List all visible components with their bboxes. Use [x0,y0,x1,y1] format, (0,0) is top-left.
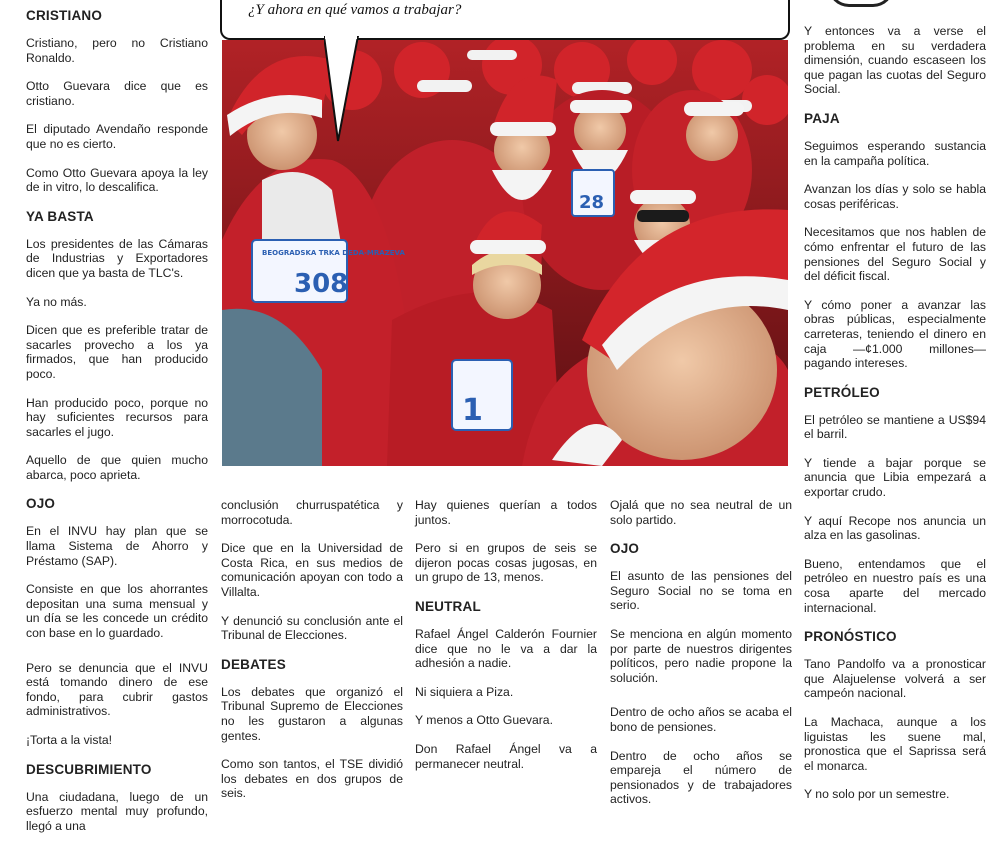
paragraph: Como Otto Guevara apoya la ley de in vitro, lo descalifica. [26,165,208,195]
speech-bubble [220,0,790,40]
paragraph: Necesitamos que nos hablen de cómo enfrentar el futuro de las pensiones del Seguro Social y del déficit fiscal. [804,225,986,284]
bib-number: 28 [579,192,605,213]
section-heading: OJO [26,496,56,512]
column-2 [221,498,403,815]
paragraph: Hay quienes querían a todos juntos. [415,498,597,527]
paragraph: Los debates que organizó el Tribunal Supremo de Elecciones no les gustaron a algunas gentes. [221,684,403,743]
paragraph: El petróleo se mantiene a US$94 el barril. [804,412,986,442]
section-heading: PRONÓSTICO [804,629,897,645]
paragraph: Rafael Ángel Calderón Fournier dice que no le va a dar la adhesión a nadie. [415,626,597,671]
paragraph: Don Rafael Ángel va a permanecer neutral. [415,741,597,771]
speech-bubble-tail [324,36,374,146]
paragraph: Dice que en la Universidad de Costa Rica, en sus medios de comunicación apoyan con todo a Villalta. [221,541,403,599]
paragraph: Y menos a Otto Guevara. [415,713,553,728]
paragraph: El asunto de las pensiones del Seguro Social no se toma en serio. [610,569,792,613]
santa-crowd-photo [222,40,788,466]
paragraph: Ojalá que no sea neutral de un solo partido. [610,498,792,527]
paragraph: Tano Pandolfo va a pronosticar que Alajuelense volverá a ser campeón nacional. [804,657,986,701]
paragraph: El diputado Avendaño responde que no es cierto. [26,122,208,151]
paragraph: Se menciona en algún momento por parte de nuestros dirigentes políticos, pero nadie propone la solución. [610,626,792,685]
section-heading: PAJA [804,110,840,126]
photo-illustration [222,40,788,466]
paragraph: Bueno, entendamos que el petróleo en nuestro país es una cosa aparte del mercado internacional. [804,556,986,615]
paragraph: Y cómo poner a avanzar las obras públicas, especialmente carreteras, teniendo el dinero en caja —¢1.000 millones— pagando intereses. [804,297,986,371]
paragraph: Aquello de que quien mucho abarca, poco aprieta. [26,453,208,482]
section-heading: CRISTIANO [26,8,103,23]
paragraph: En el INVU hay plan que se llama Sistema de Ahorro y Préstamo (SAP). [26,524,208,568]
paragraph: Una ciudadana, luego de un esfuerzo mental muy profundo, llegó a una [26,789,208,833]
column-4 [610,498,792,821]
decorative-arc [828,0,894,7]
paragraph: Ya no más. [26,294,87,309]
paragraph: La Machaca, aunque a los liguistas les suene mal, pronostica que el Saprissa será el monarca. [804,715,986,773]
paragraph: Y denunció su conclusión ante el Tribunal de Elecciones. [221,613,403,643]
bib-number: 308 [294,269,349,299]
section-heading: OJO [610,541,640,557]
paragraph: Cristiano, pero no Cristiano Ronaldo. [26,36,208,65]
paragraph: ¡Torta a la vista! [26,733,113,747]
paragraph: Y aquí Recope nos anuncia un alza en las gasolinas. [804,513,986,543]
paragraph: conclusión churruspatética y morrocotuda. [221,498,403,527]
column-3 [415,498,597,785]
paragraph: Ni siquiera a Piza. [415,684,514,699]
section-heading: DESCUBRIMIENTO [26,761,152,777]
column-1 [26,8,208,847]
section-heading: NEUTRAL [415,598,481,614]
paragraph: Y tiende a bajar porque se anuncia que Libia empezará a exportar crudo. [804,455,986,500]
paragraph: Los presidentes de las Cámaras de Industrias y Exportadores dicen que ya basta de TLC's. [26,236,208,280]
section-heading: PETRÓLEO [804,384,880,400]
paragraph: Otto Guevara dice que es cristiano. [26,79,208,108]
section-heading: DEBATES [221,656,286,672]
paragraph: Han producido poco, porque no hay suficientes recursos para sacarles el jugo. [26,395,208,439]
paragraph: Como son tantos, el TSE dividió los debates en dos grupos de seis. [221,757,403,801]
paragraph: Dentro de ocho años se empareja el número de pensionados y de trabajadores activos. [610,748,792,807]
column-5 [804,24,986,816]
bib-number: 1 [462,393,483,428]
section-heading: YA BASTA [26,208,94,224]
paragraph: Y entonces va a verse el problema en su verdadera dimensión, cuando escaseen los que pagan las cuotas del Seguro Social. [804,24,986,97]
paragraph: Dentro de ocho años se acaba el bono de pensiones. [610,705,792,734]
paragraph: Consiste en que los ahorrantes depositan una suma mensual y un día se les concede un crédito con base en lo guardado. [26,582,208,641]
paragraph: Dicen que es preferible tratar de sacarles provecho a los ya firmados, que han producido poco. [26,323,208,381]
bib-caption: BEOGRADSKA TRKA DEDA-MRAZEVA [262,249,405,257]
paragraph: Pero se denuncia que el INVU está tomando dinero de ese fondo, para cubrir gastos administrativos. [26,660,208,719]
paragraph: Seguimos esperando sustancia en la campaña política. [804,138,986,168]
speech-bubble-text: ¿Y ahora en qué vamos a trabajar? [248,2,462,18]
paragraph: Pero si en grupos de seis se dijeron pocas cosas jugosas, en un grupo de 13, menos. [415,541,597,585]
paragraph: Avanzan los días y solo se habla cosas periféricas. [804,182,986,211]
paragraph: Y no solo por un semestre. [804,787,950,802]
